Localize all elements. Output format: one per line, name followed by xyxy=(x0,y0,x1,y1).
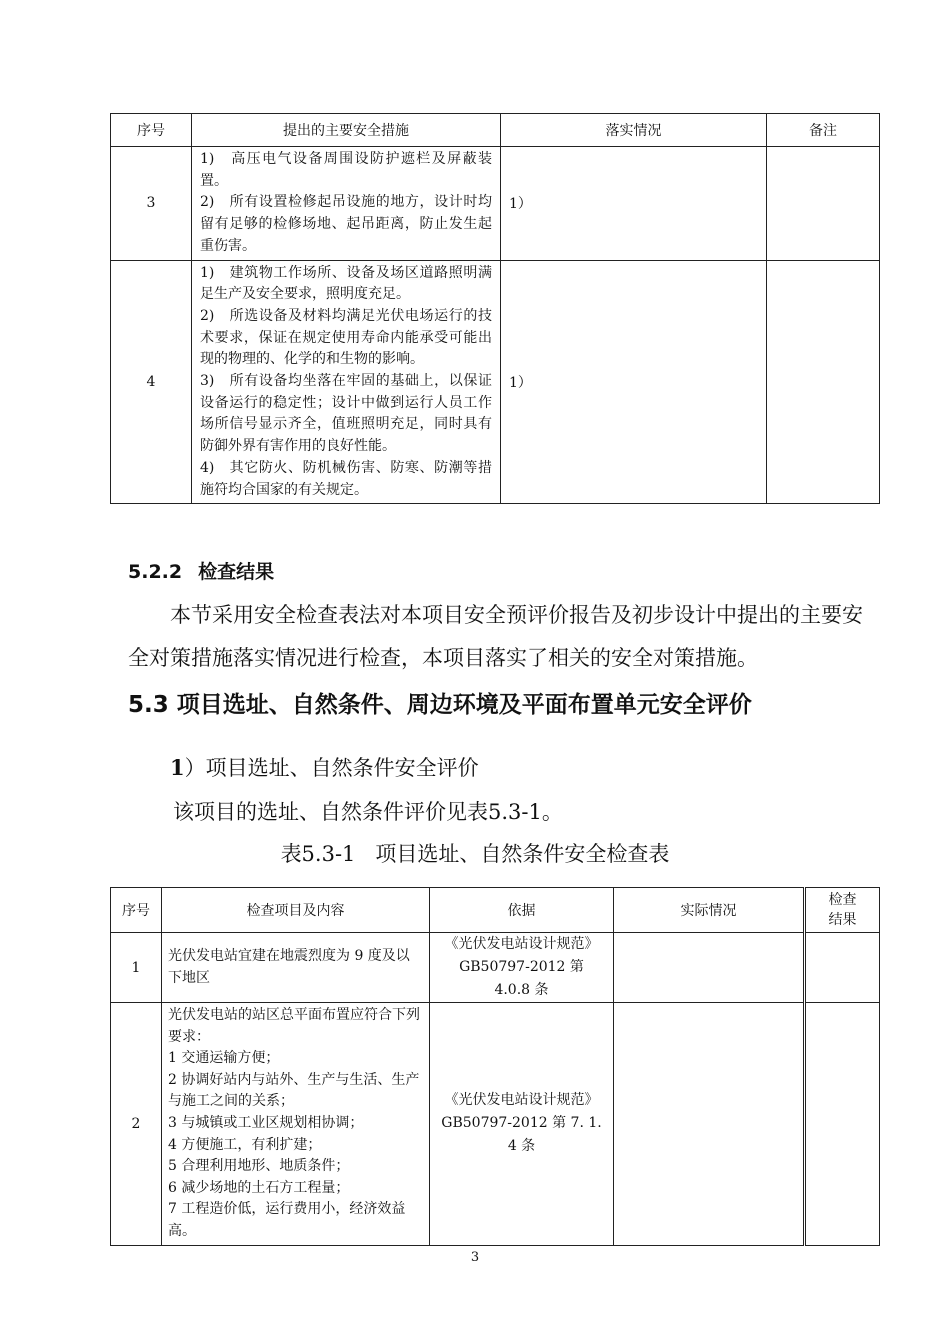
safety-measures-table xyxy=(110,113,880,504)
header-measures: 提出的主要安全措施 xyxy=(192,114,501,147)
table-header-row xyxy=(111,888,880,933)
site-safety-checklist-table xyxy=(110,887,880,1246)
measure-item: 3) 所有设备均坐落在牢固的基础上，以保证设备运行的稳定性；设计中做到运行人员工作场所信号显示齐全，值班照明充足，同时具有防御外界有害作用的良好性能。 xyxy=(200,373,492,455)
item-line: 5 合理利用地形、地质条件； xyxy=(168,1158,350,1175)
table-row xyxy=(111,1003,880,1246)
section-title: 检查结果 xyxy=(198,561,275,583)
header-result-line: 检查 xyxy=(828,892,857,908)
item-line: 7 工程造价低，运行费用小，经济效益高。 xyxy=(168,1201,406,1239)
item-line: 4 方便施工，有利扩建； xyxy=(168,1136,322,1153)
measure-item: 4) 其它防火、防机械伤害、防寒、防潮等措施符均合国家的有关规定。 xyxy=(200,459,492,498)
header-no: 序号 xyxy=(111,114,192,147)
header-remark: 备注 xyxy=(767,114,880,147)
caption-code: 表5.3-1 xyxy=(280,842,356,866)
basis-cell: 《光伏发电站设计规范》GB50797-2012 第 7. 1. 4 条 xyxy=(430,1003,614,1246)
implementation-cell: 1） xyxy=(501,260,767,504)
item-cell xyxy=(162,933,430,1003)
section-heading-5-3: 5.3 项目选址、自然条件、周边环境及平面布置单元安全评价 xyxy=(128,692,752,718)
row-number: 1 xyxy=(111,933,162,1003)
actual-cell xyxy=(614,1003,805,1246)
subsection-number: 1 xyxy=(170,755,185,780)
item-line: 光伏发电站宜建在地震烈度为 9 度及以下地区 xyxy=(168,947,410,986)
basis-cell: 《光伏发电站设计规范》GB50797-2012 第 4.0.8 条 xyxy=(430,933,614,1003)
item-line: 3 与城镇或工业区规划相协调； xyxy=(168,1114,364,1131)
remark-cell xyxy=(767,260,880,504)
subsection-heading xyxy=(170,752,479,782)
measure-item: 1) 建筑物工作场所、设备及场区道路照明满足生产及安全要求，照明度充足。 xyxy=(200,264,492,303)
implementation-cell: 1） xyxy=(501,147,767,261)
table-row xyxy=(111,147,880,261)
header-actual: 实际情况 xyxy=(614,888,805,933)
header-item: 检查项目及内容 xyxy=(162,888,430,933)
item-line: 1 交通运输方便； xyxy=(168,1050,280,1067)
measures-cell xyxy=(192,260,501,504)
row-number: 2 xyxy=(111,1003,162,1246)
table-row xyxy=(111,933,880,1003)
result-cell xyxy=(805,933,880,1003)
measures-cell xyxy=(192,147,501,261)
caption-title: 项目选址、自然条件安全检查表 xyxy=(375,842,670,866)
table-row xyxy=(111,260,880,504)
item-line: 2 协调好站内与站外、生产与生活、生产与施工之间的关系； xyxy=(168,1071,420,1110)
measure-item: 2) 所有设置检修起吊设施的地方，设计时均留有足够的检修场地、起吊距离，防止发生起重伤害。 xyxy=(200,194,492,254)
row-number: 4 xyxy=(111,260,192,504)
subsection-title: ）项目选址、自然条件安全评价 xyxy=(184,756,479,780)
header-implementation: 落实情况 xyxy=(501,114,767,147)
row-number: 3 xyxy=(111,147,192,261)
item-line: 光伏发电站的站区总平面布置应符合下列要求： xyxy=(168,1007,420,1045)
header-basis: 依据 xyxy=(430,888,614,933)
header-no: 序号 xyxy=(111,888,162,933)
measure-item: 1) 高压电气设备周围设防护遮栏及屏蔽装置。 xyxy=(200,151,492,189)
page-number: 3 xyxy=(470,1250,480,1265)
header-result xyxy=(805,888,880,933)
result-cell xyxy=(805,1003,880,1246)
section-paragraph xyxy=(128,594,863,680)
actual-cell xyxy=(614,933,805,1003)
item-cell xyxy=(162,1003,430,1246)
header-result-line: 结果 xyxy=(828,912,857,928)
section-heading-5-2-2 xyxy=(128,557,274,584)
intro-text: 该项目的选址、自然条件评价见表5.3-1。 xyxy=(173,800,563,824)
section-number: 5.2.2 xyxy=(128,561,183,583)
table-caption xyxy=(0,838,950,868)
remark-cell xyxy=(767,147,880,261)
paragraph-text: 本节采用安全检查表法对本项目安全预评价报告及初步设计中提出的主要安全对策措施落实情况进行检查，本项目落实了相关的安全对策措施。 xyxy=(128,603,863,670)
table-header-row xyxy=(111,114,880,147)
item-line: 6 减少场地的土石方工程量； xyxy=(168,1179,350,1196)
measure-item: 2) 所选设备及材料均满足光伏电场运行的技术要求，保证在规定使用寿命内能承受可能出现的物理的、化学的和生物的影响。 xyxy=(200,307,492,368)
